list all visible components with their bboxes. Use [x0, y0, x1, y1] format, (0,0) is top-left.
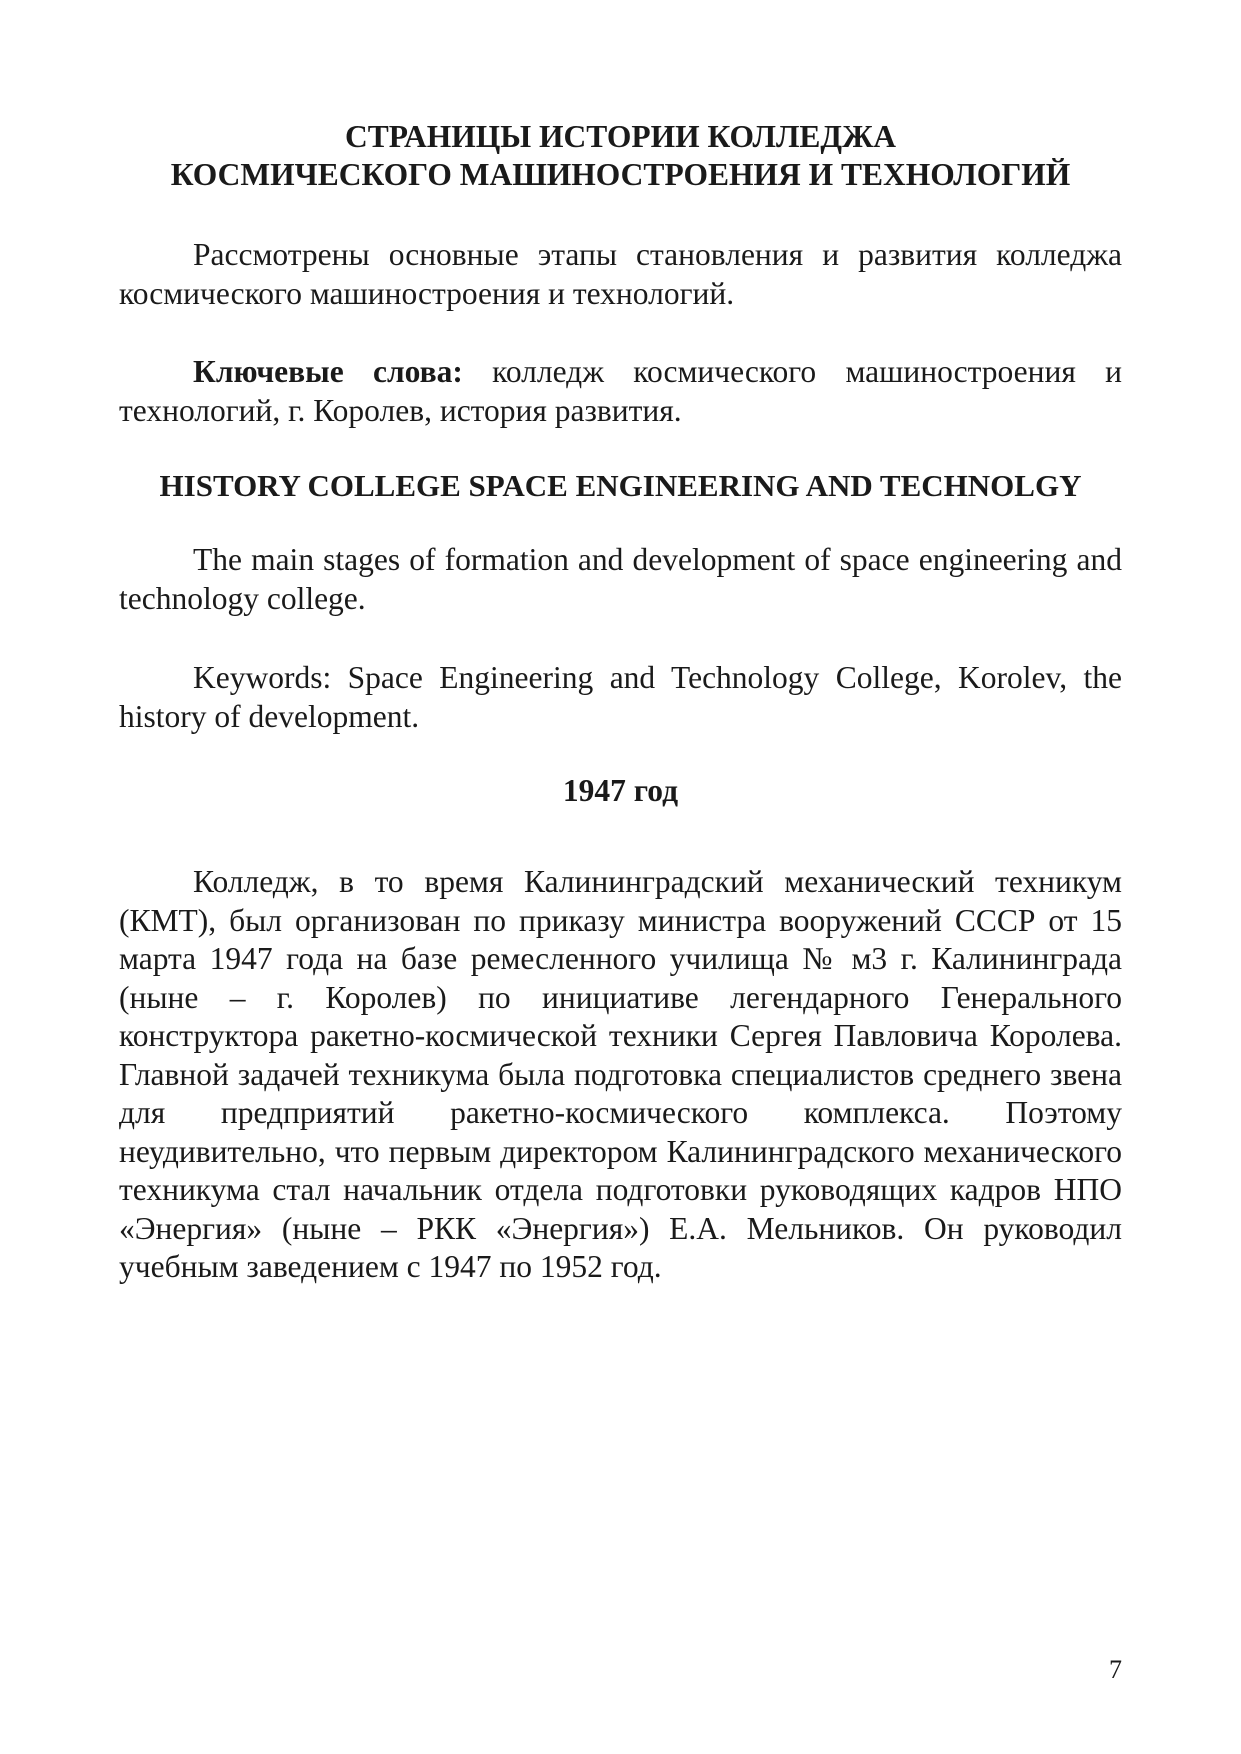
- keywords-ru: [119, 353, 1122, 430]
- keywords-ru-text: колледж космического машиностроения и технологий, г. Королев, история развития.: [119, 354, 1122, 428]
- article-title: [119, 118, 1122, 194]
- article-title-line-2: КОСМИЧЕСКОГО МАШИНОСТРОЕНИЯ И ТЕХНОЛОГИЙ: [170, 157, 1071, 192]
- keywords-ru-label: Ключевые слова:: [193, 354, 463, 389]
- abstract-ru: Рассмотрены основные этапы становления и развития колледжа космического машиностроения и технологий.: [119, 237, 1122, 311]
- page-number: 7: [1109, 1655, 1122, 1684]
- document-page: [119, 118, 1122, 1287]
- abstract-en: The main stages of formation and development of space engineering and technology college.: [119, 542, 1122, 616]
- article-title-line-1: СТРАНИЦЫ ИСТОРИИ КОЛЛЕДЖА: [344, 119, 896, 154]
- keywords-en: Keywords: Space Engineering and Technology College, Korolev, the history of development.: [119, 660, 1122, 734]
- section-heading: 1947 год: [562, 773, 679, 808]
- body-paragraph: Колледж, в то время Калининградский механический техникум (КМТ), был организован по приказу министра вооружений СССР от 15 марта 1947 года на базе ремесленного училища № м3 г. Калининграда (ныне – г. Королев) по инициативе легендарного Генерального конструктора ракетно-космической техники Сергея Павловича Королева. Главной задачей техникума была подготовка специалистов среднего звена для предприятий ракетно-космического комплекса. Поэтому неудивительно, что первым директором Калининградского механического техникума стал начальник отдела подготовки руководящих кадров НПО «Энергия» (ныне – РКК «Энергия») Е.А. Мельников. Он руководил учебным заведением с 1947 по 1952 год.: [119, 864, 1122, 1284]
- english-title: HISTORY COLLEGE SPACE ENGINEERING AND TECHNOLGY: [159, 468, 1082, 503]
